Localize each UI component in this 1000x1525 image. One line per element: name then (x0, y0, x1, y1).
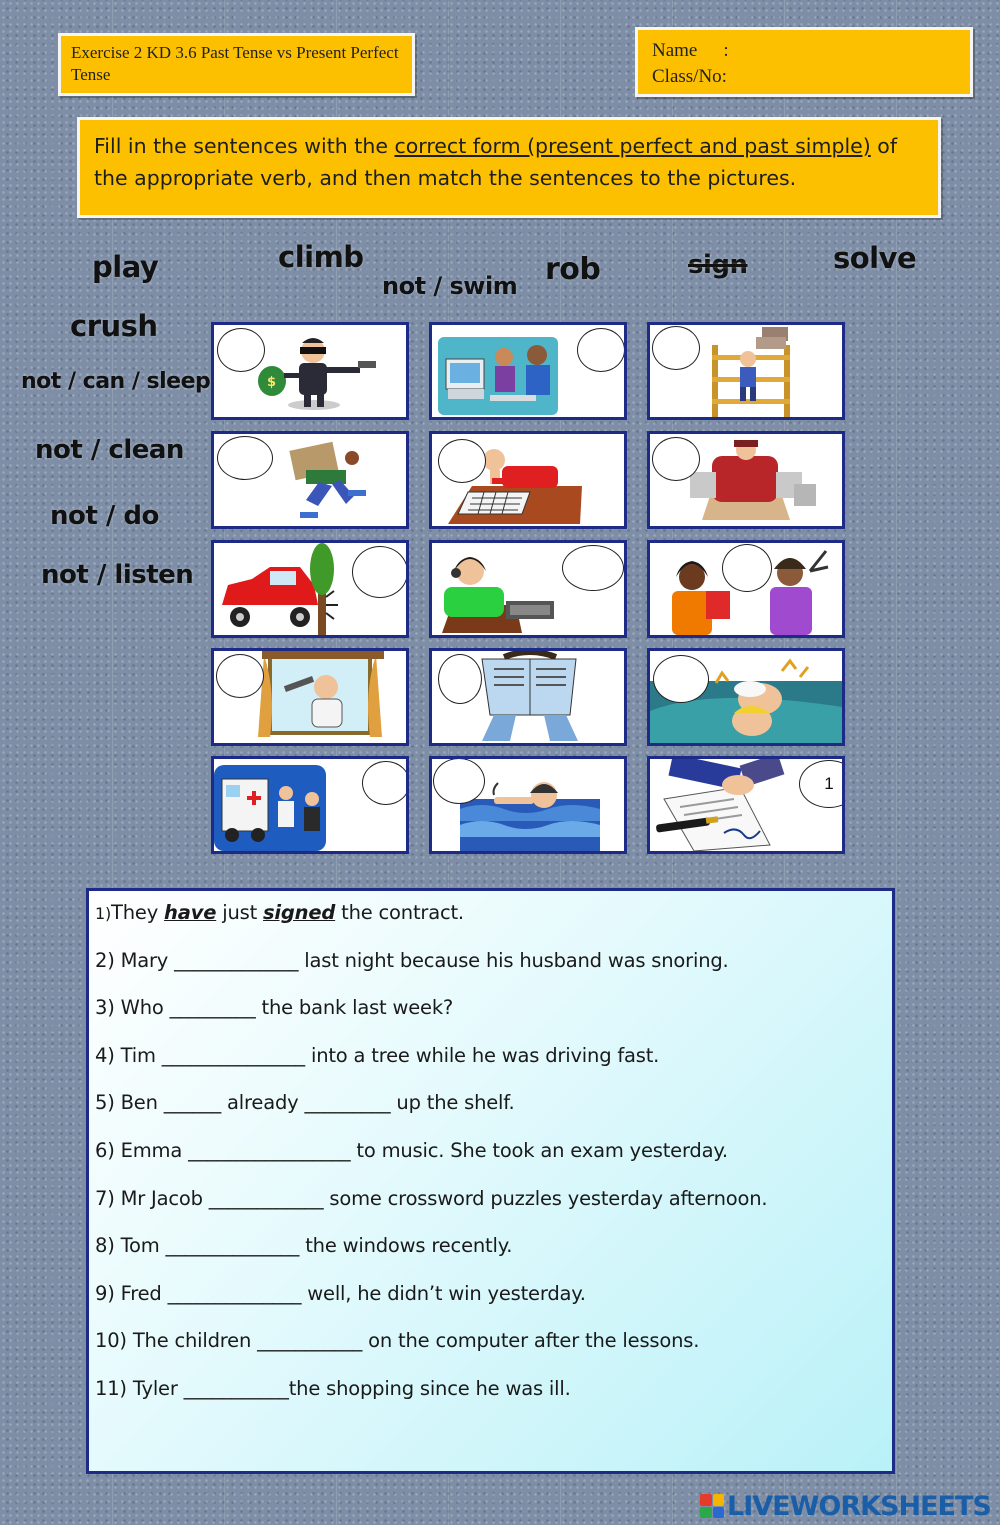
picture-card (647, 756, 845, 854)
answer-number-bubble[interactable] (652, 326, 700, 370)
sentence-item[interactable]: 2) Mary _____________ last night because his husband was snoring. (95, 948, 729, 972)
answer-number-bubble[interactable] (438, 439, 486, 483)
answer-number-bubble[interactable] (217, 436, 273, 480)
picture-card (647, 322, 845, 420)
brand-name: LIVEWORKSHEETS (727, 1490, 991, 1522)
class-row (652, 64, 956, 90)
instructions-emphasis: correct form (present perfect and past simple) (394, 134, 871, 158)
picture-card (211, 431, 409, 529)
example-answer-verb: signed (263, 901, 336, 924)
word-bank-item: climb (278, 240, 364, 274)
class-label: Class/No: (652, 66, 727, 87)
answer-number-bubble[interactable] (362, 761, 409, 805)
sentence-item[interactable]: 9) Fred ______________ well, he didn’t win yesterday. (95, 1281, 586, 1305)
word-bank-item-used: sign (688, 250, 748, 280)
student-info-box (635, 27, 973, 97)
answer-number-bubble[interactable] (577, 328, 625, 372)
sentence-item[interactable]: 8) Tom ______________ the windows recently. (95, 1234, 513, 1258)
word-bank-item: solve (833, 241, 917, 275)
liveworksheets-logo-icon (700, 1494, 724, 1518)
sentence-item[interactable]: 7) Mr Jacob ____________ some crossword puzzles yesterday afternoon. (95, 1186, 768, 1210)
answer-number-bubble[interactable] (562, 545, 624, 591)
picture-card (429, 540, 627, 638)
picture-card (211, 756, 409, 854)
instructions-part: of the appropriate verb, and then match the sentences to the pictures. (94, 134, 898, 190)
instructions-part: Fill in the sentences with the (94, 134, 395, 158)
word-bank-item: play (92, 250, 159, 284)
sentence-item[interactable]: 10) The children ___________ on the computer after the lessons. (95, 1329, 700, 1353)
background-stripe (896, 0, 897, 1525)
picture-card (429, 648, 627, 746)
picture-card (429, 322, 627, 420)
picture-card (429, 756, 627, 854)
word-bank-item: rob (545, 252, 601, 287)
picture-card (211, 540, 409, 638)
example-answer-auxiliary: have (164, 901, 217, 924)
sentence-item[interactable]: 3) Who _________ the bank last week? (95, 996, 454, 1020)
answer-number-bubble[interactable] (433, 758, 485, 804)
answer-number-bubble[interactable] (722, 544, 772, 592)
sentence-item[interactable]: 4) Tim _______________ into a tree while he was driving fast. (95, 1043, 660, 1067)
name-label: Name (652, 40, 698, 61)
liveworksheets-brand[interactable] (700, 1490, 991, 1522)
answer-number-bubble[interactable]: 1 (799, 760, 845, 808)
picture-card (647, 648, 845, 746)
instructions-box (77, 117, 941, 218)
exercise-title-box (58, 33, 415, 96)
sentences-panel (86, 888, 895, 1474)
answer-number-bubble[interactable] (653, 655, 709, 703)
instructions-text (94, 130, 924, 194)
name-colon: : (723, 40, 729, 61)
answer-number-bubble[interactable] (438, 654, 482, 704)
picture-card (429, 431, 627, 529)
sentence-text: They (111, 901, 165, 924)
sentence-item[interactable]: 5) Ben ______ already _________ up the shelf. (95, 1091, 515, 1115)
sentence-item[interactable]: 11) Tyler ___________the shopping since he was ill. (95, 1376, 571, 1400)
word-bank-item: not / can / sleep (21, 369, 211, 394)
svg-text:$: $ (267, 375, 277, 390)
word-bank-item: crush (70, 309, 158, 343)
answer-number-bubble[interactable] (652, 437, 700, 481)
name-row (652, 38, 956, 64)
answer-number-bubble[interactable] (217, 328, 265, 372)
sentence-number: 1) (95, 904, 112, 923)
sentence-text: just (216, 901, 264, 924)
word-bank-item: not / do (50, 501, 159, 531)
sentence-text: the contract. (335, 901, 464, 924)
word-bank-item: not / swim (382, 272, 518, 300)
answer-number-bubble[interactable] (352, 546, 408, 598)
picture-card (211, 648, 409, 746)
sentence-example (95, 897, 892, 945)
sentence-item[interactable]: 6) Emma _________________ to music. She took an exam yesterday. (95, 1138, 728, 1162)
picture-card (647, 540, 845, 638)
word-bank-item: not / clean (35, 435, 184, 465)
word-bank-item: not / listen (41, 560, 194, 590)
picture-card (211, 322, 409, 420)
answer-number-bubble[interactable] (216, 654, 264, 698)
exercise-title: Exercise 2 KD 3.6 Past Tense vs Present Perfect Tense (71, 43, 399, 84)
picture-card (647, 431, 845, 529)
